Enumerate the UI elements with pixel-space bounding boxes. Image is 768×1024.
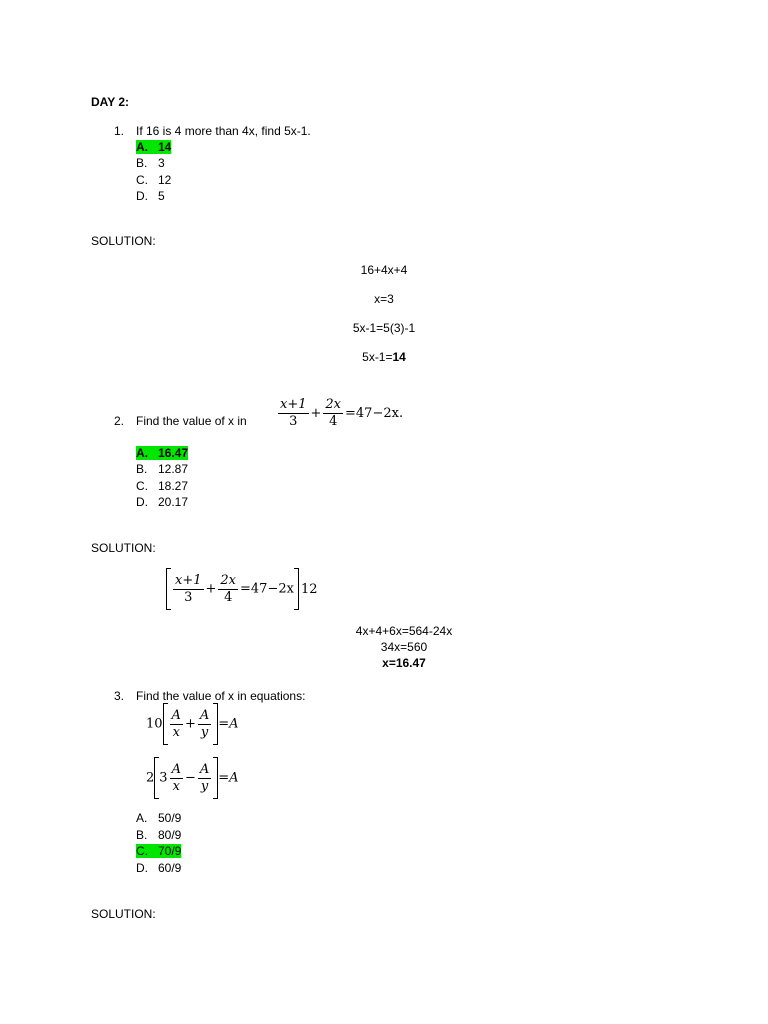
question-1 [114,123,311,139]
question-number: 1. [114,124,125,138]
solution-line: 4x+4+6x=564-24x [355,624,453,638]
option-d: D. 5 [136,189,165,203]
equation-q3-2: 2 3 $\frac{A}{x}$ − $\frac{A}{y}$ =A [146,757,239,799]
solution-line: 16+4x+4 [360,263,408,277]
option-b: B. 80/9 [136,828,182,842]
question-text: Find the value of x in equations: [136,689,306,703]
page-title: DAY 2: [91,95,130,109]
solution-final: 5x-1=14 [362,350,406,364]
option-c: C. 18.27 [136,479,189,493]
question-3 [114,688,305,704]
option-a-correct: A. 16.47 [136,446,189,460]
option-d: D. 60/9 [136,861,182,875]
option-c: C. 12 [136,173,172,187]
solution-label: SOLUTION: [91,907,156,921]
option-c-correct: C. 70/9 [136,844,182,858]
question-number: 2. [114,414,125,428]
solution-line: x=3 [374,292,394,306]
option-d: D. 20.17 [136,495,189,509]
option-a-correct: A. 14 [136,140,172,154]
question-2 [114,413,247,429]
solution-label: SOLUTION: [91,541,156,555]
solution-line: 34x=560 [380,640,428,654]
question-text: If 16 is 4 more than 4x, find 5x-1. [136,124,311,138]
option-b: B. 3 [136,156,165,170]
equation-q2-solution: $\frac{x+1}{3}$ + $\frac{2x}{4}$ =47−2x 12 [166,568,318,610]
equation-q2: $\frac{x+1}{3}$ + $\frac{2x}{4}$ =47−2x. [280,397,404,429]
equation-q3-1: 10 $\frac{A}{x}$ + $\frac{A}{y}$ =A [146,703,239,745]
question-text: Find the value of x in [136,414,247,428]
question-number: 3. [114,689,125,703]
option-b: B. 12.87 [136,462,189,476]
solution-label: SOLUTION: [91,234,156,248]
solution-final: x=16.47 [382,656,426,670]
option-a: A. 50/9 [136,811,182,825]
solution-line: 5x-1=5(3)-1 [352,321,416,335]
